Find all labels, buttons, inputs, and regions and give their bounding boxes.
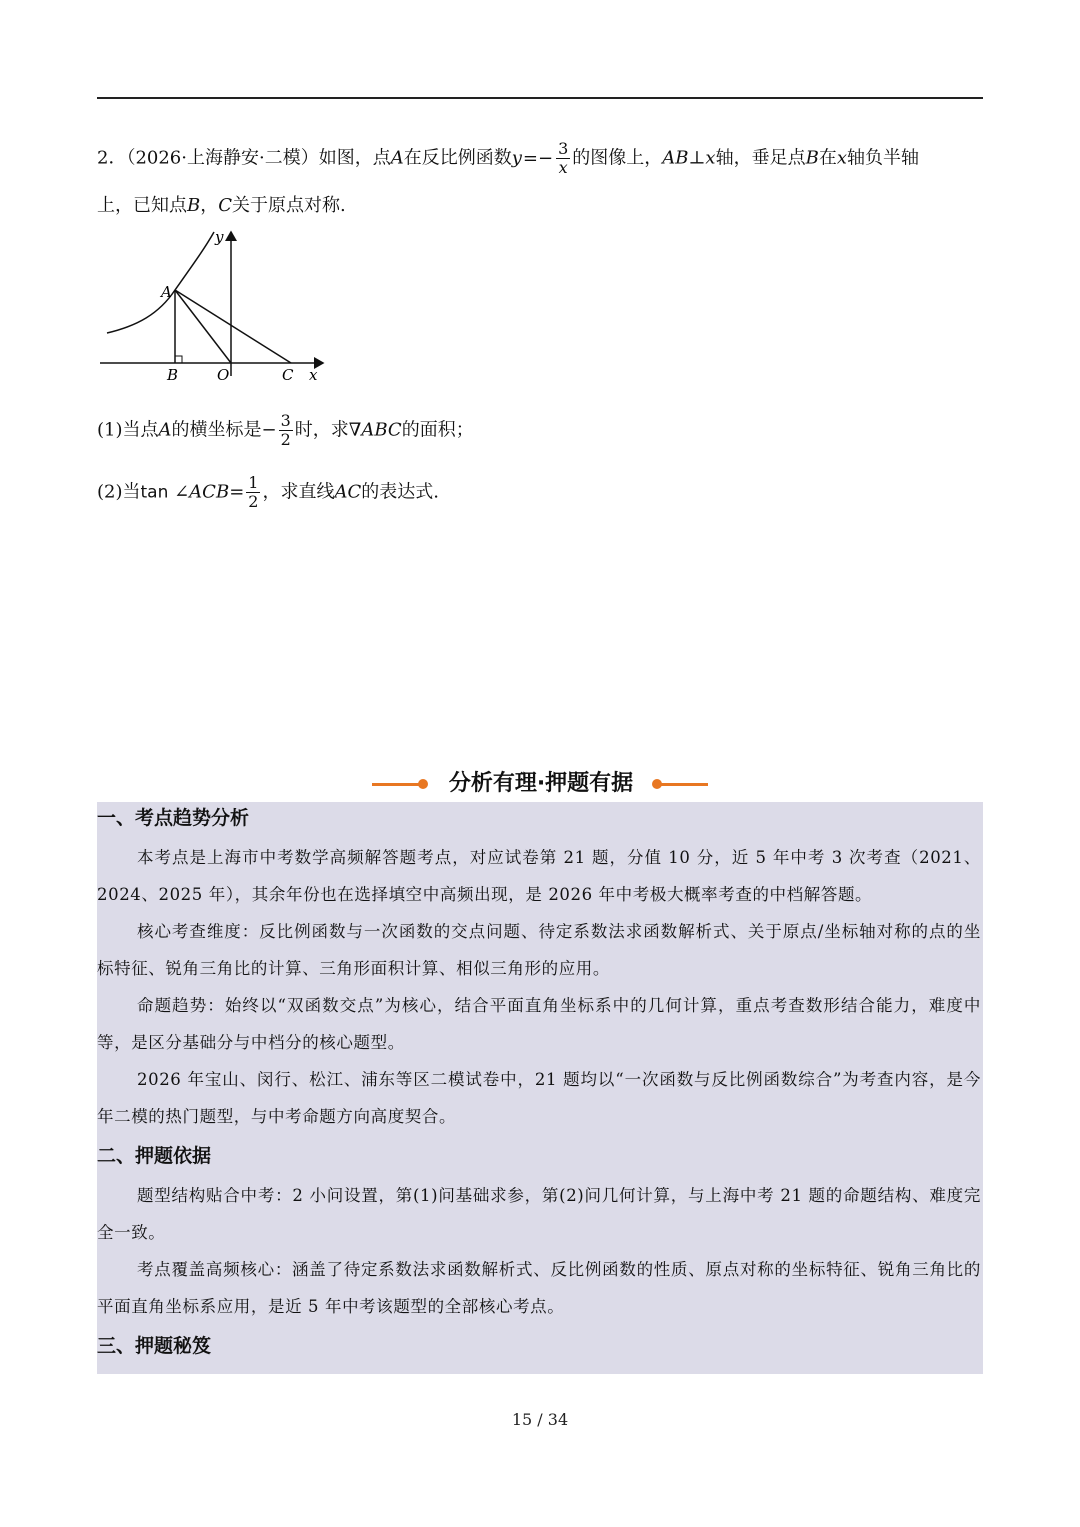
- question-text: 上，已知点: [97, 195, 187, 216]
- page-number: 15 / 34: [511, 1410, 569, 1429]
- frac-numerator: 3: [280, 411, 291, 430]
- question-text: 关于原点对称.: [232, 195, 346, 216]
- question-text: 在反比例函数: [403, 147, 512, 169]
- label-y: y: [215, 228, 224, 246]
- frac-denominator: 2: [280, 430, 291, 449]
- question-text: 在: [818, 147, 837, 169]
- question-text: ，: [200, 195, 219, 216]
- paragraph-basis-1: 题型结构贴合中考：2 小问设置，第(1)问基础求参，第(2)问几何计算，与上海中考 21 题的命题结构、难度完全一致。: [97, 1186, 981, 1242]
- paragraph-basis-2: 考点覆盖高频核心：涵盖了待定系数法求函数解析式、反比例函数的性质、原点对称的坐标特征、锐角三角比的平面直角坐标系应用，是近 5 年中考该题型的全部核心考点。: [97, 1260, 981, 1316]
- question-text: 轴负半轴: [846, 147, 919, 169]
- paragraph-trend-2: 核心考查维度：反比例函数与一次函数的交点问题、待定系数法求函数解析式、关于原点/坐标轴对称的点的坐标特征、锐角三角比的计算、三角形面积计算、相似三角形的应用。: [97, 922, 981, 978]
- var-y: y: [511, 147, 522, 169]
- banner-title: 分析有理·押题有据: [448, 771, 634, 796]
- label-O: O: [217, 366, 230, 384]
- analysis-panel: [97, 802, 983, 1374]
- section-banner: [370, 766, 710, 802]
- header-rule: [97, 97, 983, 99]
- var-A: A: [390, 147, 404, 169]
- var-AB: AB: [662, 147, 689, 169]
- section-heading-tips: 三、押题秘笈: [97, 1335, 212, 1357]
- right-angle-mark: [175, 356, 182, 363]
- equals-sign: =: [229, 481, 245, 503]
- banner-bar-right: [660, 783, 708, 786]
- fraction-1-over-2: [246, 474, 260, 511]
- var-B: B: [805, 147, 819, 169]
- frac-denominator: x: [558, 158, 568, 177]
- subq-text: (1)当点: [97, 419, 159, 441]
- frac-numerator: 1: [248, 473, 259, 492]
- question-text: 如图，点: [318, 147, 391, 169]
- question-line-2: [97, 193, 346, 219]
- frac-denominator: 2: [248, 492, 259, 511]
- subq-text: (2)当: [97, 481, 141, 503]
- var-B: B: [187, 195, 201, 216]
- var-A: A: [158, 419, 172, 441]
- segment-AC: [175, 290, 291, 363]
- label-x: x: [309, 366, 318, 384]
- question-number: 2．: [97, 147, 127, 169]
- var-AC: AC: [334, 481, 362, 503]
- section-heading-basis: 二、押题依据: [97, 1145, 212, 1167]
- var-x: x: [836, 147, 847, 169]
- label-A: A: [161, 283, 172, 301]
- tan-function: tan: [140, 482, 169, 503]
- question-text: 的图像上，: [572, 147, 663, 169]
- subq-text: 的表达式.: [361, 481, 439, 503]
- segment-AO: [175, 290, 231, 363]
- var-C: C: [218, 195, 233, 216]
- question-line-1: [97, 140, 919, 177]
- subq-text: 的面积；: [401, 419, 474, 441]
- paragraph-trend-3: 命题趋势：始终以“双函数交点”为核心，结合平面直角坐标系中的几何计算，重点考查数形结合能力，难度中等，是区分基础分与中档分的核心题型。: [97, 996, 981, 1052]
- subquestion-1: [97, 412, 474, 449]
- subq-text: ，求直线: [262, 481, 335, 503]
- paragraph-trend-1: 本考点是上海市中考数学高频解答题考点，对应试卷第 21 题，分值 10 分，近 5 年中考 3 次考查（2021、2024、2025 年），其余年份也在选择填空中高频出现，是 2026 年中考极大概率考查的中档解答题。: [97, 848, 981, 904]
- question-source: （2026·上海静安·二模）: [126, 147, 319, 169]
- frac-numerator: 3: [558, 139, 569, 158]
- subq-text: 的横坐标是: [171, 419, 262, 441]
- banner-bar-left: [372, 783, 422, 786]
- fraction-3-over-x: [556, 140, 570, 177]
- triangle-symbol: ∇: [348, 419, 362, 441]
- subquestion-2: [97, 474, 439, 511]
- var-ABC: ABC: [361, 419, 402, 441]
- coordinate-figure: [97, 226, 337, 386]
- label-B: B: [167, 366, 179, 384]
- var-x: x: [705, 147, 716, 169]
- label-C: C: [282, 366, 294, 384]
- angle-ACB: ∠ACB: [174, 481, 230, 503]
- minus-sign: −: [261, 419, 277, 441]
- section-heading-trend: 一、考点趋势分析: [97, 807, 250, 829]
- subq-text: 时，求: [294, 419, 349, 441]
- perp-symbol: ⊥: [688, 147, 706, 169]
- equals-minus: =−: [522, 147, 554, 169]
- question-text: 轴，垂足点: [715, 147, 806, 169]
- paragraph-trend-4: 2026 年宝山、闵行、松江、浦东等区二模试卷中，21 题均以“一次函数与反比例函数综合”为考查内容，是今年二模的热门题型，与中考命题方向高度契合。: [97, 1070, 981, 1126]
- fraction-3-over-2: [279, 412, 293, 449]
